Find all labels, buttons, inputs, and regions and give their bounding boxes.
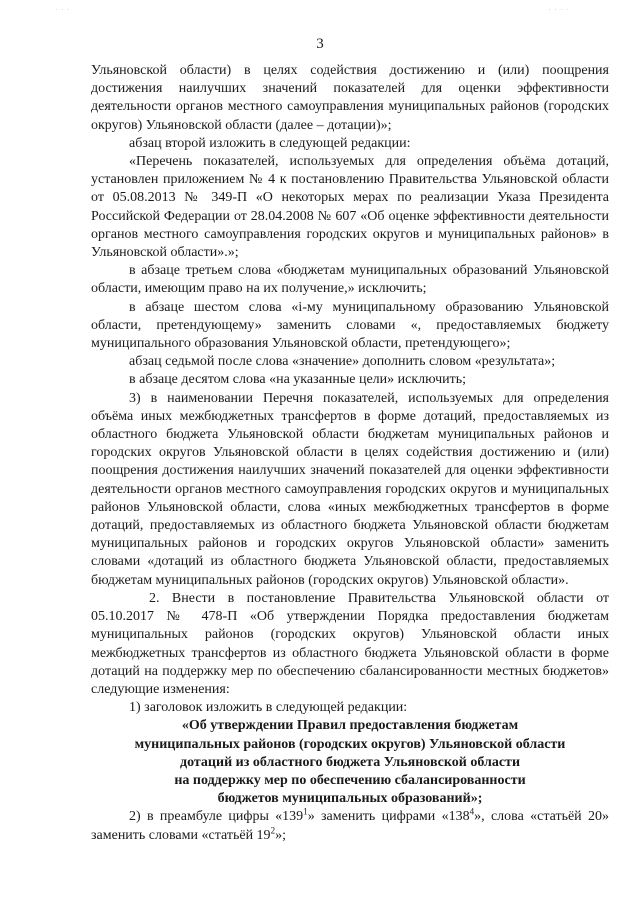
heading-line: «Об утверждении Правил предоставления бюджетам bbox=[181, 718, 519, 734]
scan-artifact: · · · · bbox=[548, 6, 570, 14]
superscript: 1 bbox=[303, 806, 308, 817]
text-part: 2) в преамбуле цифры «139 bbox=[129, 809, 304, 825]
paragraph: в абзаце десятом слова «на указанные цели» исключить; bbox=[129, 372, 466, 388]
page-number: 3 bbox=[316, 36, 324, 52]
superscript: 4 bbox=[469, 806, 475, 817]
paragraph: абзац седьмой после слова «значение» дополнить словом «результата»; bbox=[129, 354, 556, 370]
scan-artifact: · · · bbox=[55, 6, 71, 14]
text-part: »; bbox=[275, 827, 286, 843]
paragraph: «Перечень показателей, используемых для определения объёма дотаций, установлен приложением № 4 к постановлению Правительства Ульяновской области от 05.08.2013 № 349-П «О некоторых мерах по реализации Указа Президента Российской Федерации от 28.04.2008 № 607 «Об оценке эффективности деятельности органов местного самоуправления городских округов и муниципальных районов» в Ульяновской области».»; bbox=[91, 154, 609, 261]
paragraph: в абзаце шестом слова «i-му муниципальному образованию Ульяновской области, претендующему» заменить словами «, предоставляемых бюджету муниципального образования Ульяновской области, претендующего»; bbox=[91, 299, 609, 352]
text-part: », слова «статьёй 20» заменить словами «статьёй 19 bbox=[91, 809, 610, 843]
heading-line: дотаций из областного бюджета Ульяновской области bbox=[179, 754, 521, 770]
paragraph: Ульяновской области) в целях содействия достижению и (или) поощрения достижения наилучших значений показателей для оценки эффективности деятельности органов местного самоуправления муниципальных районов (городских округов) Ульяновской области (далее – дотации)»; bbox=[91, 63, 609, 133]
paragraph-list bbox=[91, 62, 609, 717]
text-part: » заменить цифрами «138 bbox=[307, 809, 470, 825]
quoted-title-heading bbox=[91, 717, 609, 808]
document-body bbox=[91, 62, 609, 845]
paragraph: 1) заголовок изложить в следующей редакции: bbox=[129, 700, 408, 716]
paragraph-preamble-change bbox=[91, 808, 609, 844]
heading-line: муниципальных районов (городских округов) Ульяновской области bbox=[134, 736, 566, 752]
heading-line: бюджетов муниципальных образований»; bbox=[217, 791, 483, 807]
paragraph: абзац второй изложить в следующей редакции: bbox=[129, 135, 411, 151]
superscript: 2 bbox=[270, 824, 276, 835]
paragraph: 3) в наименовании Перечня показателей, используемых для определения объёма иных межбюджетных трансфертов в форме дотаций, предоставляемых из областного бюджета Ульяновской области бюджетам муниципальных районов и городских округов Ульяновской области в целях содействия достижению и (или) поощрения достижения наилучших значений показателей для оценки эффективности деятельности органов местного самоуправления городских округов и муниципальных районов Ульяновской области, слова «иных межбюджетных трансфертов в форме дотаций, предоставляемых из областного бюджета Ульяновской области бюджетам муниципальных районов и городских округов Ульяновской области» заменить словами «дотаций из областного бюджета Ульяновской области, предоставляемых бюджетам муниципальных районов (городских округов) Ульяновской области». bbox=[91, 390, 609, 588]
paragraph: в абзаце третьем слова «бюджетам муниципальных образований Ульяновской области, имеющим право на их получение,» исключить; bbox=[91, 263, 609, 297]
heading-line: на поддержку мер по обеспечению сбалансированности bbox=[174, 772, 526, 788]
paragraph: 2. Внести в постановление Правительства Ульяновской области от 05.10.2017 № 478-П «Об утверждении Порядка предоставления бюджетам муниципальных районов (городских округов) Ульяновской области иных межбюджетных трансфертов из областного бюджета Ульяновской области в форме дотаций на поддержку мер по обеспечению сбалансированности местных бюджетов» следующие изменения: bbox=[91, 590, 609, 697]
